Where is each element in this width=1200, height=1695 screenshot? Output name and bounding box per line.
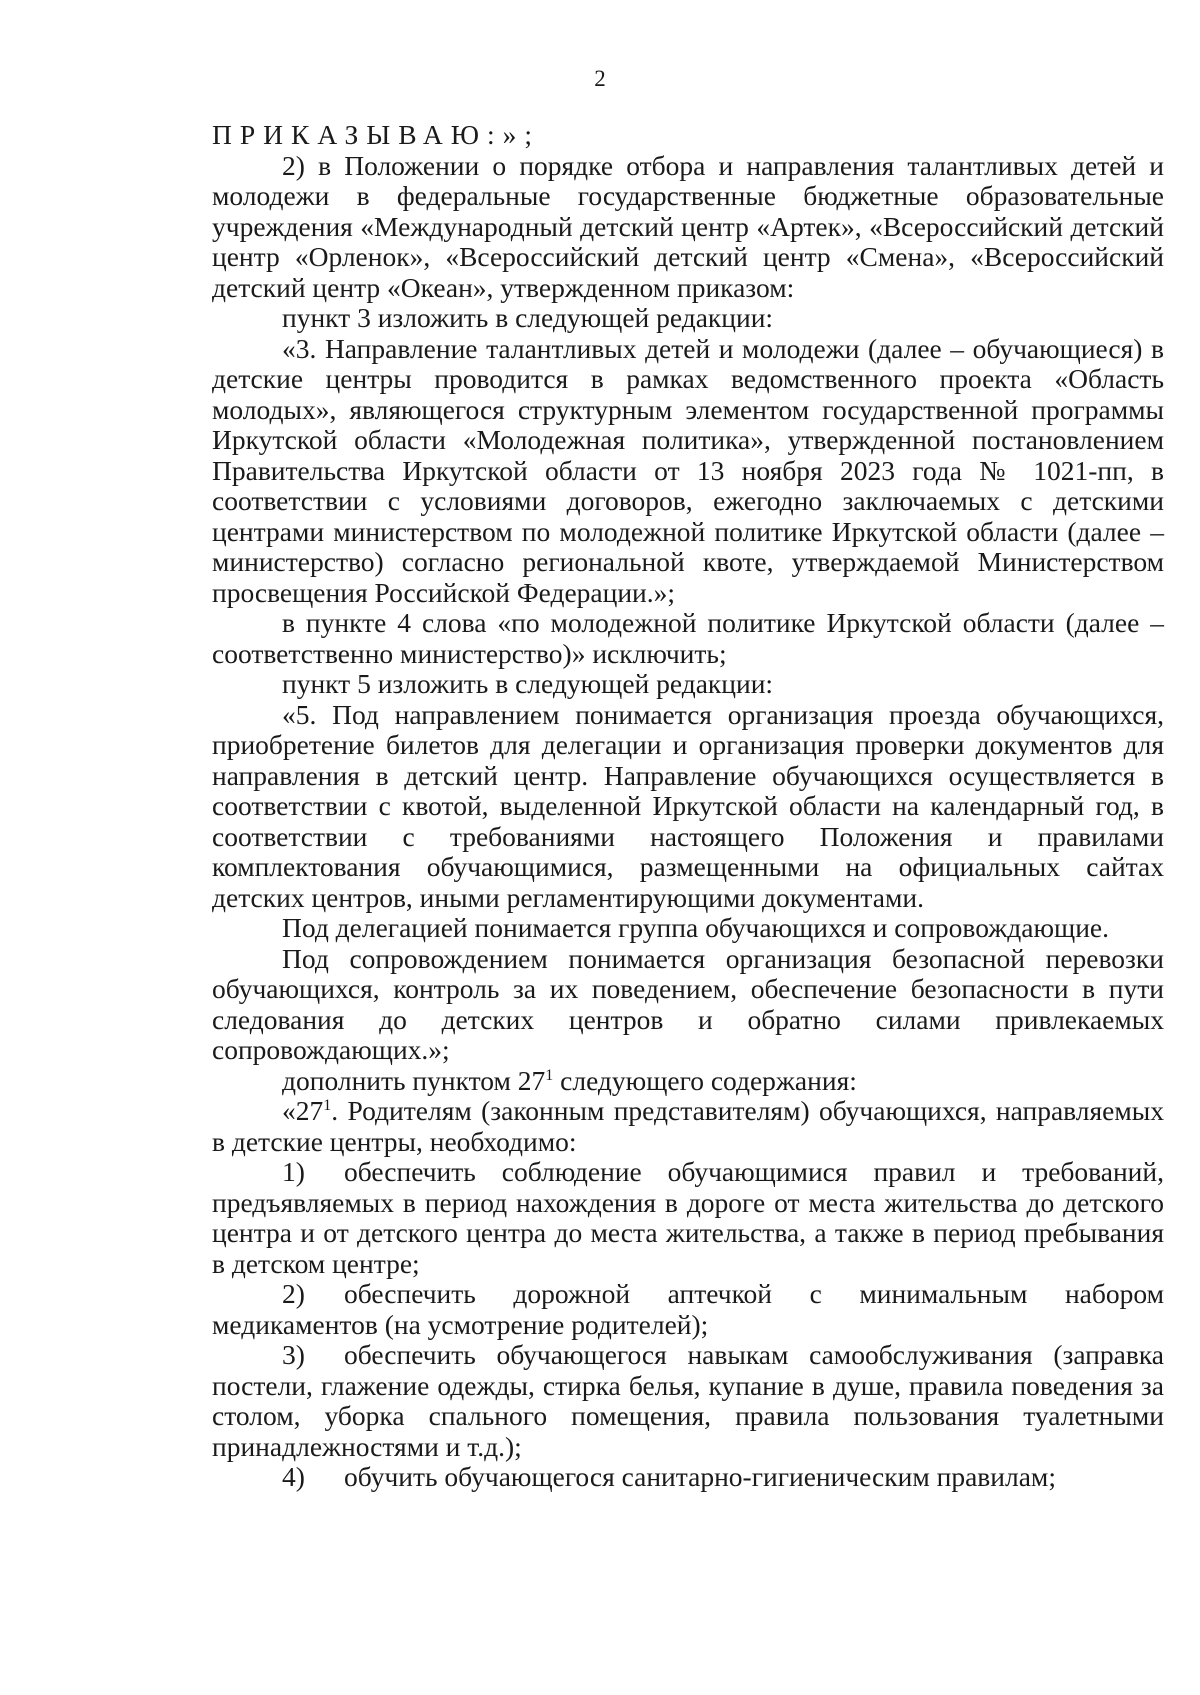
superscript: 1 [545, 1066, 554, 1084]
order-heading [212, 120, 1164, 151]
paragraph-delegation: Под делегацией понимается группа обучающихся и сопровождающие. [282, 912, 1110, 943]
list-item-text: обеспечить обучающегося навыкам самообслуживания (заправка постели, глажение одежды, стирка белья, купание в душе, правила поведения за столом, уборка спального помещения, правила пользования туалетными принадлежностями и т.д.); [212, 1339, 1164, 1462]
list-item [212, 1462, 1164, 1493]
list-item-text: обеспечить дорожной аптечкой с минимальным набором медикаментов (на усмотрение родителей); [212, 1278, 1164, 1340]
point-27-1-text-rest: . Родителям (законным представителям) обучающихся, направляемых в детские центры, необходимо: [212, 1095, 1164, 1157]
list-item [212, 1157, 1164, 1279]
list-item-text: обеспечить соблюдение обучающимися правил и требований, предъявляемых в период нахождения в дороге от места жительства до детского центра и от детского центра до места жительства, а также в период пребывания в детском центре; [212, 1156, 1164, 1279]
list-item-number: 1) [282, 1156, 305, 1187]
page-number: 2 [594, 66, 606, 91]
paragraph-escort: Под сопровождением понимается организация безопасной перевозки обучающихся, контроль за их поведением, обеспечение безопасности в пути следования до детских центров и обратно силами привлекаемых сопровождающих.»; [212, 942, 1164, 1065]
paragraph-point-5-intro: пункт 5 изложить в следующей редакции: [282, 668, 774, 699]
order-heading-tail: :»; [487, 119, 541, 150]
order-heading-word: ПРИКАЗЫВАЮ [212, 119, 488, 150]
paragraph-point-3-intro: пункт 3 изложить в следующей редакции: [282, 302, 774, 333]
list-item-number: 4) [282, 1461, 305, 1492]
document-body [212, 120, 1164, 1493]
list-item [212, 1279, 1164, 1340]
list-item [212, 1340, 1164, 1462]
superscript: 1 [323, 1097, 332, 1114]
point-27-1-text-start: «27 [282, 1095, 324, 1126]
paragraph-point-27-1-intro [212, 1066, 1164, 1097]
point-27-1-intro-tail: следующего содержания: [553, 1064, 857, 1096]
list-item-number: 2) [282, 1278, 305, 1309]
paragraph-point-27-1-text [212, 1096, 1164, 1157]
paragraph-item-2: 2) в Положении о порядке отбора и направления талантливых детей и молодежи в федеральные государственные бюджетные образовательные учреждения «Международный детский центр «Артек», «Всероссийский детский центр «Орленок», «Всероссийский детский центр «Смена», «Всероссийский детский центр «Океан», утвержденном приказом: [212, 149, 1164, 303]
paragraph-point-5-text: «5. Под направлением понимается организация проезда обучающихся, приобретение билетов для делегации и организация проверки документов для направления в детский центр. Направление обучающихся осуществляется в соответствии с квотой, выделенной Иркутской области на календарный год, в соответствии с требованиями настоящего Положения и правилами комплектования обучающимися, размещенными на официальных сайтах детских центров, иными регламентирующими документами. [212, 698, 1164, 913]
paragraph-point-4: в пункте 4 слова «по молодежной политике Иркутской области (далее – соответственно министерство)» исключить; [212, 607, 1164, 669]
point-27-1-intro-text: дополнить пунктом 27 [282, 1064, 546, 1096]
paragraph-point-3-text: «3. Направление талантливых детей и молодежи (далее – обучающиеся) в детские центры проводится в рамках ведомственного проекта «Область молодых», являющегося структурным элементом государственной программы Иркутской области «Молодежная политика», утвержденной постановлением Правительства Иркутской области от 13 ноября 2023 года № 1021-пп, в соответствии с условиями договоров, ежегодно заключаемых с детскими центрами министерством по молодежной политике Иркутской области (далее – министерство) согласно региональной квоте, утверждаемой Министерством просвещения Российской Федерации.»; [212, 332, 1164, 608]
list-item-number: 3) [282, 1339, 305, 1370]
list-item-text: обучить обучающегося санитарно-гигиеническим правилам; [344, 1461, 1056, 1492]
